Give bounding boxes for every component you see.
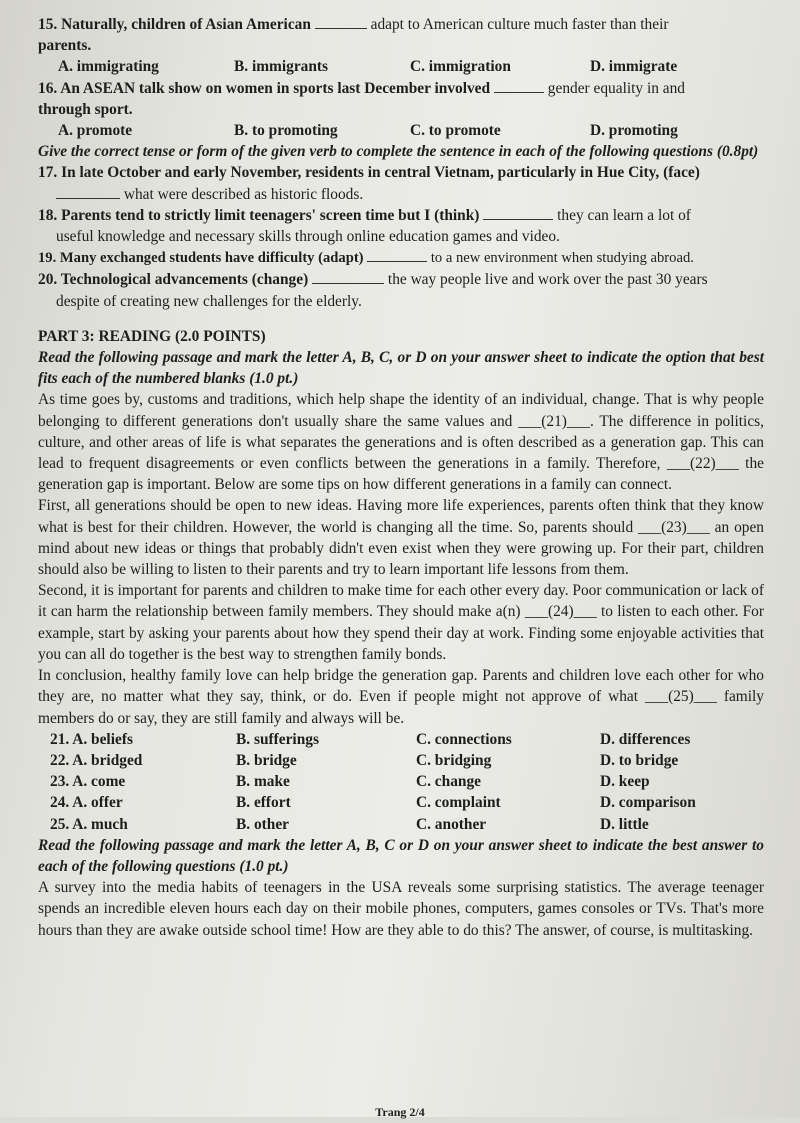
q16-text-b: gender equality in and xyxy=(547,79,685,97)
q15-text-b: adapt to American culture much faster than their xyxy=(370,16,669,33)
q21-option-b: B. sufferings xyxy=(236,730,319,748)
q24-option-b: B. effort xyxy=(236,794,291,812)
q16-option-b: B. to promoting xyxy=(234,122,338,140)
q22-option-d: D. to bridge xyxy=(600,751,679,769)
q17-text-b: what were described as historic floods. xyxy=(123,185,364,203)
q16-text-a: 16. An ASEAN talk show on women in sports last December involved xyxy=(38,79,491,97)
q15-option-b: B. immigrants xyxy=(234,58,329,76)
question-19 xyxy=(38,247,764,269)
q18-text-c: useful knowledge and necessary skills through online education games and video. xyxy=(56,228,560,246)
q21-option-a: 21. A. beliefs xyxy=(50,730,133,748)
question-18 xyxy=(38,205,764,247)
q19-text-b: to a new environment when studying abroad. xyxy=(430,250,694,267)
q15-text-a: 15. Naturally, children of Asian American xyxy=(38,16,311,33)
passage-paragraph-2: First, all generations should be open to new ideas. Having more life experiences, parents often think that they know what is best for their children. However, the world is changing all the time. So, parents should ___(23)___ an open mind about new ideas or things that probably didn't even exist when they were growing up. For their part, children should also be willing to listen to their parents and try to learn important life lessons from them. xyxy=(38,497,764,579)
q23-option-a: 23. A. come xyxy=(50,773,126,791)
passage-paragraph-3: Second, it is important for parents and children to make time for each other every day. Poor communication or lack of it can harm the relationship between family members. They should make a(n) ___(24)___ to listen to each other. For example, start by asking your parents about how they spend their day at work. Finding some enjoyable activities that you can all do together is the best way to strengthen family bonds. xyxy=(38,582,764,663)
part3-instruction-2: Read the following passage and mark the letter A, B, C or D on your answer sheet to indicate the best answer to each of the following questions (1.0 pt.) xyxy=(38,836,764,875)
q16-option-c: C. to promote xyxy=(410,122,501,140)
q16-option-d: D. promoting xyxy=(590,122,678,140)
q24-option-d: D. comparison xyxy=(600,794,696,812)
q15-options xyxy=(38,56,764,77)
question-17 xyxy=(38,162,764,204)
q22-option-c: C. bridging xyxy=(416,751,492,769)
q15-option-d: D. immigrate xyxy=(590,58,678,76)
q20-text-a: 20. Technological advancements (change) xyxy=(38,271,309,289)
q19-text-a: 19. Many exchanged students have difficulty (adapt) xyxy=(38,250,364,267)
q25-option-d: D. little xyxy=(600,815,649,833)
answer-options-grid xyxy=(38,729,764,835)
passage-paragraph-4: In conclusion, healthy family love can help bridge the generation gap. Parents and children love each other for who they are, no matter what they say, think, or do. Even if people might not approve of what ___(25)___ family members do or say, they are still family and always will be. xyxy=(38,667,764,727)
q23-option-d: D. keep xyxy=(600,773,650,791)
q24-option-a: 24. A. offer xyxy=(50,794,123,812)
passage-paragraph-1: As time goes by, customs and traditions, which help shape the identity of an individual, change. That is why people belonging to different generations don't usually share the same values and ___(21)___. The difference in politics, culture, and other areas of life is what separates the generations and is often described as a generation gap. This can lead to frequent disagreements or even conflicts between the generations in a family. Therefore, ___(22)___ the generation gap is important. Below are some tips on how different generations in a family can connect. xyxy=(38,391,764,494)
q20-text-b: the way people live and work over the past 30 years xyxy=(387,271,708,289)
q15-option-a: A. immigrating xyxy=(58,58,159,76)
q25-option-a: 25. A. much xyxy=(50,815,128,833)
q17-text-a: 17. In late October and early November, residents in central Vietnam, particularly in Hue City, (face) xyxy=(38,164,700,182)
q23-option-c: C. change xyxy=(416,773,481,791)
part3-title: PART 3: READING (2.0 POINTS) xyxy=(38,327,266,345)
verb-section-instruction: Give the correct tense or form of the given verb to complete the sentence in each of the following questions (0.8pt) xyxy=(38,143,759,161)
q15-option-c: C. immigration xyxy=(410,58,511,76)
passage-paragraph-5: A survey into the media habits of teenagers in the USA reveals some surprising statistics. The average teenager spends an incredible eleven hours each day on their mobile phones, computers, games consoles or TVs. That's more hours than they are awake outside school time! How are they able to do this? The answer, of course, is multitasking. xyxy=(38,879,764,939)
q22-option-b: B. bridge xyxy=(236,751,297,769)
q25-option-b: B. other xyxy=(236,815,290,833)
q16-text-c: through sport. xyxy=(38,100,133,118)
q21-option-c: C. connections xyxy=(416,730,512,748)
q19-blank xyxy=(367,247,427,262)
q18-blank xyxy=(483,205,553,220)
q15-blank xyxy=(315,14,367,29)
q18-text-a: 18. Parents tend to strictly limit teenagers' screen time but I (think) xyxy=(38,206,480,224)
q16-options xyxy=(38,120,764,141)
question-16 xyxy=(38,78,764,142)
q25-option-c: C. another xyxy=(416,815,487,833)
q16-option-a: A. promote xyxy=(58,122,133,140)
q20-text-c: despite of creating new challenges for the elderly. xyxy=(56,292,362,310)
q17-blank xyxy=(56,184,120,199)
q18-text-b: they can learn a lot of xyxy=(557,206,691,224)
q24-option-c: C. complaint xyxy=(416,794,501,812)
page-number: Trang 2/4 xyxy=(375,1104,425,1119)
q21-option-d: D. differences xyxy=(600,730,691,748)
q23-option-b: B. make xyxy=(236,773,290,791)
q20-blank xyxy=(312,269,384,284)
q22-option-a: 22. A. bridged xyxy=(50,751,143,769)
question-20 xyxy=(38,269,764,311)
q15-text-c: parents. xyxy=(38,37,92,55)
part3-instruction: Read the following passage and mark the letter A, B, C, or D on your answer sheet to indicate the option that best fits each of the numbered blanks (1.0 pt.) xyxy=(38,349,764,388)
q16-blank xyxy=(494,78,544,93)
question-15 xyxy=(38,14,764,78)
